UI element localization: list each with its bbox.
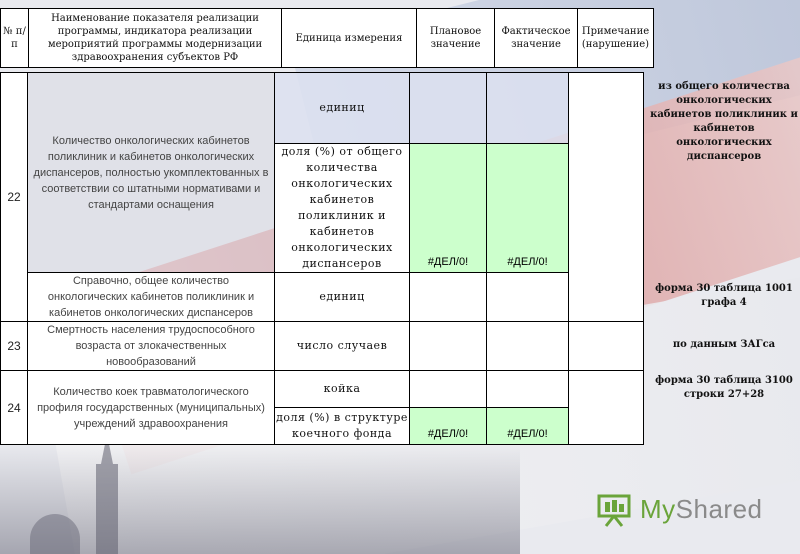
header-col-name: Наименование показателя реализации программы, индикатора реализации мероприятий программы модернизации здравоохранения субъектов РФ	[29, 9, 282, 68]
myshared-logo	[596, 488, 786, 532]
header-col-note: Примечание (нарушение)	[578, 9, 654, 68]
plan-value-22-units[interactable]	[410, 73, 487, 144]
table-row-22-reference	[1, 273, 644, 322]
fact-value-22-reference[interactable]	[487, 273, 569, 322]
note-24: форма 30 таблица 3100 строки 27+28	[655, 375, 793, 400]
plan-value-24-beds[interactable]	[410, 371, 487, 408]
header-row	[1, 9, 654, 68]
table-row-24a	[1, 371, 644, 408]
fact-value-22-share[interactable]: #ДЕЛ/0!	[487, 144, 569, 273]
presentation-icon	[596, 492, 632, 528]
unit-22-share: доля (%) от общего количества онкологических кабинетов поликлиник и кабинетов онкологических диспансеров	[275, 144, 410, 273]
plan-value-23[interactable]	[410, 322, 487, 371]
unit-23: число случаев	[275, 322, 410, 371]
fact-value-23[interactable]	[487, 322, 569, 371]
note-cell-24	[569, 371, 644, 445]
header-col-num: № п/п	[1, 9, 29, 68]
plan-value-22-reference[interactable]	[410, 273, 487, 322]
plan-value-24-share[interactable]: #ДЕЛ/0!	[410, 408, 487, 445]
note-22: из общего количества онкологических кабинетов поликлиник и кабинетов онкологических диспансеров	[650, 81, 798, 162]
indicator-name-24: Количество коек травматологического профиля государственных (муниципальных) учреждений здравоохранения	[28, 371, 275, 445]
logo-text-shared: Shared	[675, 494, 763, 524]
note-cell-22	[569, 73, 644, 322]
row-number-22: 22	[1, 73, 28, 322]
fact-value-22-units[interactable]	[487, 73, 569, 144]
unit-24-share: доля (%) в структуре коечного фонда	[275, 408, 410, 445]
header-col-plan: Плановое значение	[417, 9, 495, 68]
unit-22-reference: единиц	[275, 273, 410, 322]
header-col-unit: Единица измерения	[282, 9, 417, 68]
table-row-23	[1, 322, 644, 371]
unit-24-beds: койка	[275, 371, 410, 408]
indicator-name-23: Смертность населения трудоспособного возраста от злокачественных новообразований	[28, 322, 275, 371]
note-23: по данным ЗАГса	[672, 339, 776, 350]
row-number-23: 23	[1, 322, 28, 371]
fact-value-24-beds[interactable]	[487, 371, 569, 408]
logo-text-my: My	[640, 494, 676, 524]
plan-value-22-share[interactable]: #ДЕЛ/0!	[410, 144, 487, 273]
header-col-fact: Фактическое значение	[495, 9, 578, 68]
table-row-22a	[1, 73, 644, 144]
fact-value-24-share[interactable]: #ДЕЛ/0!	[487, 408, 569, 445]
indicator-name-22-reference: Справочно, общее количество онкологических кабинетов поликлиник и кабинетов онкологических диспансеров	[28, 273, 275, 322]
row-number-24: 24	[1, 371, 28, 445]
tower-silhouette	[96, 464, 118, 554]
note-cell-23	[569, 322, 644, 371]
note-22-reference: форма 30 таблица 1001 графа 4	[655, 283, 793, 308]
unit-22-units: единиц	[275, 73, 410, 144]
indicator-name-22: Количество онкологических кабинетов поликлиник и кабинетов онкологических диспансеров, полностью укомплектованных в соответствии со штатными нормативами и стандартами оснащения	[28, 73, 275, 273]
header-table	[0, 8, 654, 68]
logo-text	[640, 494, 763, 525]
data-table	[0, 72, 644, 445]
